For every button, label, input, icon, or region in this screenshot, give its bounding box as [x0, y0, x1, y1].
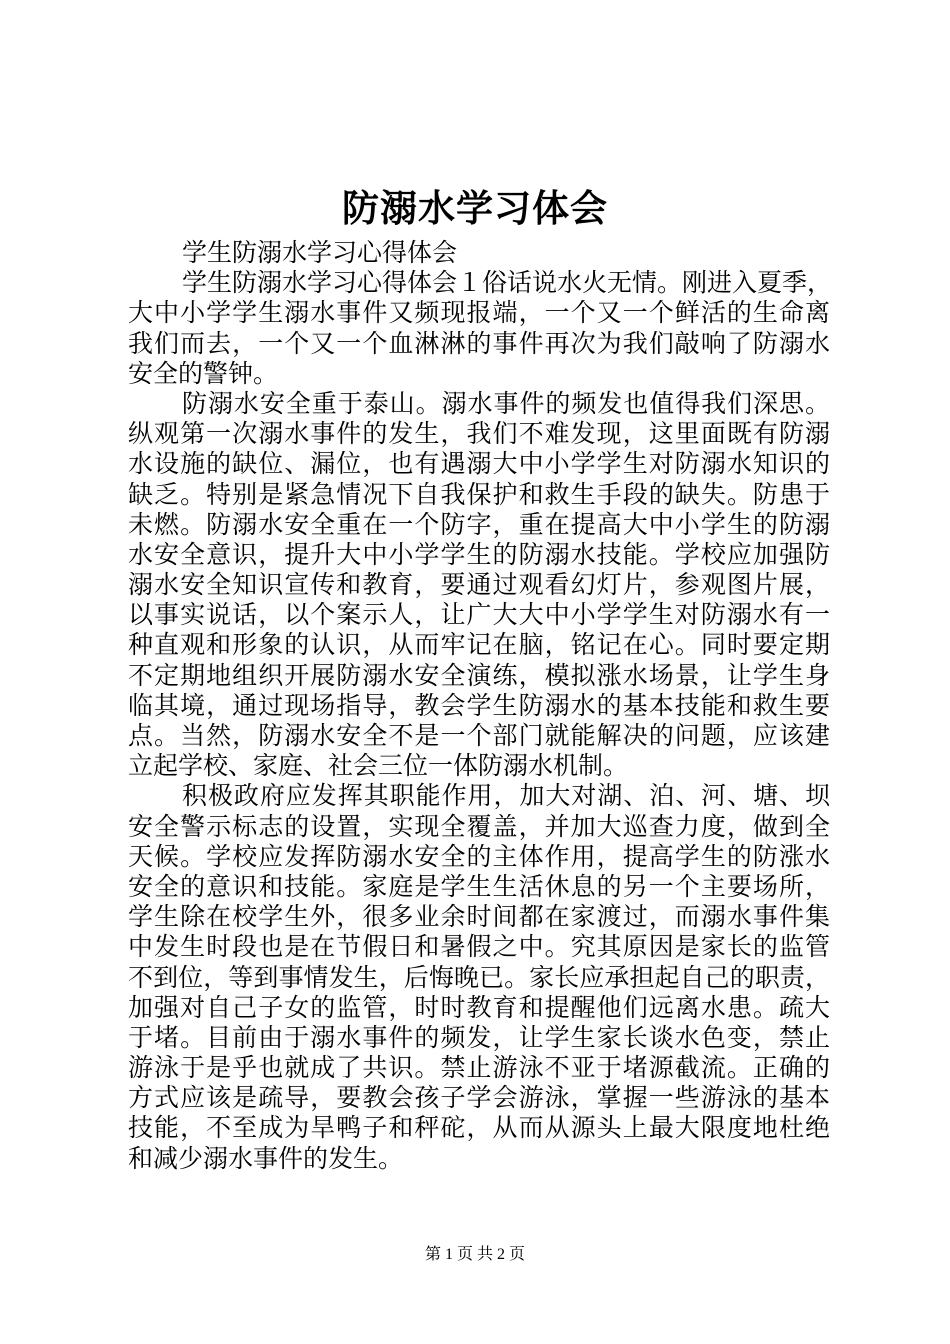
text-line: 加强对自己子女的监管，时时教育和提醒他们远离水患。疏大	[128, 992, 830, 1022]
text-line: 防溺水安全重于泰山。溺水事件的频发也值得我们深思。	[182, 388, 830, 418]
text-line: 学生防溺水学习心得体会１俗话说水火无情。刚进入夏季，	[182, 268, 833, 298]
page-footer: 第 1 页 共 2 页	[424, 1246, 525, 1263]
text-line: 水安全意识，提升大中小学学生的防溺水技能。学校应加强防	[128, 539, 830, 569]
text-line: 立起学校、家庭、社会三位一体防溺水机制。	[128, 751, 629, 781]
text-line: 方式应该是疏导，要教会孩子学会游泳，掌握一些游泳的基本	[128, 1083, 830, 1113]
text-line: 以事实说话，以个案示人，让广大大中小学学生对防溺水有一	[128, 600, 830, 630]
text-line: 学生除在校学生外，很多业余时间都在家渡过，而溺水事件集	[128, 902, 830, 932]
text-line: 大中小学学生溺水事件又频现报端，一个又一个鲜活的生命离	[128, 298, 830, 328]
text-line: 溺水安全知识宣传和教育，要通过观看幻灯片，参观图片展，	[128, 570, 830, 600]
text-line: 点。当然，防溺水安全不是一个部门就能解决的问题，应该建	[128, 721, 830, 750]
text-line: 天候。学校应发挥防溺水安全的主体作用，提高学生的防涨水	[128, 841, 830, 871]
text-line: 技能，不至成为旱鸭子和秤砣，从而从源头上最大限度地杜绝	[128, 1113, 830, 1143]
text-line: 不定期地组织开展防溺水安全演练，模拟涨水场景，让学生身	[128, 660, 830, 690]
text-line: 不到位，等到事情发生，后悔晚已。家长应承担起自己的职责，	[128, 962, 830, 992]
text-line: 纵观第一次溺水事件的发生，我们不难发现，这里面既有防溺	[128, 419, 830, 449]
document-title: 防溺水学习体会	[342, 186, 608, 230]
document-body	[128, 238, 833, 1174]
text-line: 水设施的缺位、漏位，也有遇溺大中小学学生对防溺水知识的	[128, 449, 830, 479]
text-line: 中发生时段也是在节假日和暑假之中。究其原因是家长的监管	[128, 932, 830, 962]
text-line: 安全的意识和技能。家庭是学生生活休息的另一个主要场所，	[128, 871, 830, 901]
text-line: 和减少溺水事件的发生。	[128, 1143, 404, 1173]
text-line: 种直观和形象的认识，从而牢记在脑，铭记在心。同时要定期	[128, 630, 830, 660]
text-line: 安全警示标志的设置，实现全覆盖，并加大巡查力度，做到全	[128, 811, 830, 841]
text-line: 临其境，通过现场指导，教会学生防溺水的基本技能和救生要	[128, 690, 830, 720]
text-line: 游泳于是乎也就成了共识。禁止游泳不亚于堵源截流。正确的	[128, 1053, 830, 1083]
text-line: 积极政府应发挥其职能作用，加大对湖、泊、河、塘、坝	[182, 781, 830, 811]
text-line: 我们而去，一个又一个血淋淋的事件再次为我们敲响了防溺水	[128, 328, 830, 358]
text-line: 未燃。防溺水安全重在一个防字，重在提高大中小学生的防溺	[128, 509, 830, 539]
text-line: 学生防溺水学习心得体会	[182, 238, 458, 267]
text-line: 缺乏。特别是紧急情况下自我保护和救生手段的缺失。防患于	[128, 479, 830, 509]
text-line: 安全的警钟。	[128, 358, 279, 388]
text-line: 于堵。目前由于溺水事件的频发，让学生家长谈水色变，禁止	[128, 1022, 830, 1052]
